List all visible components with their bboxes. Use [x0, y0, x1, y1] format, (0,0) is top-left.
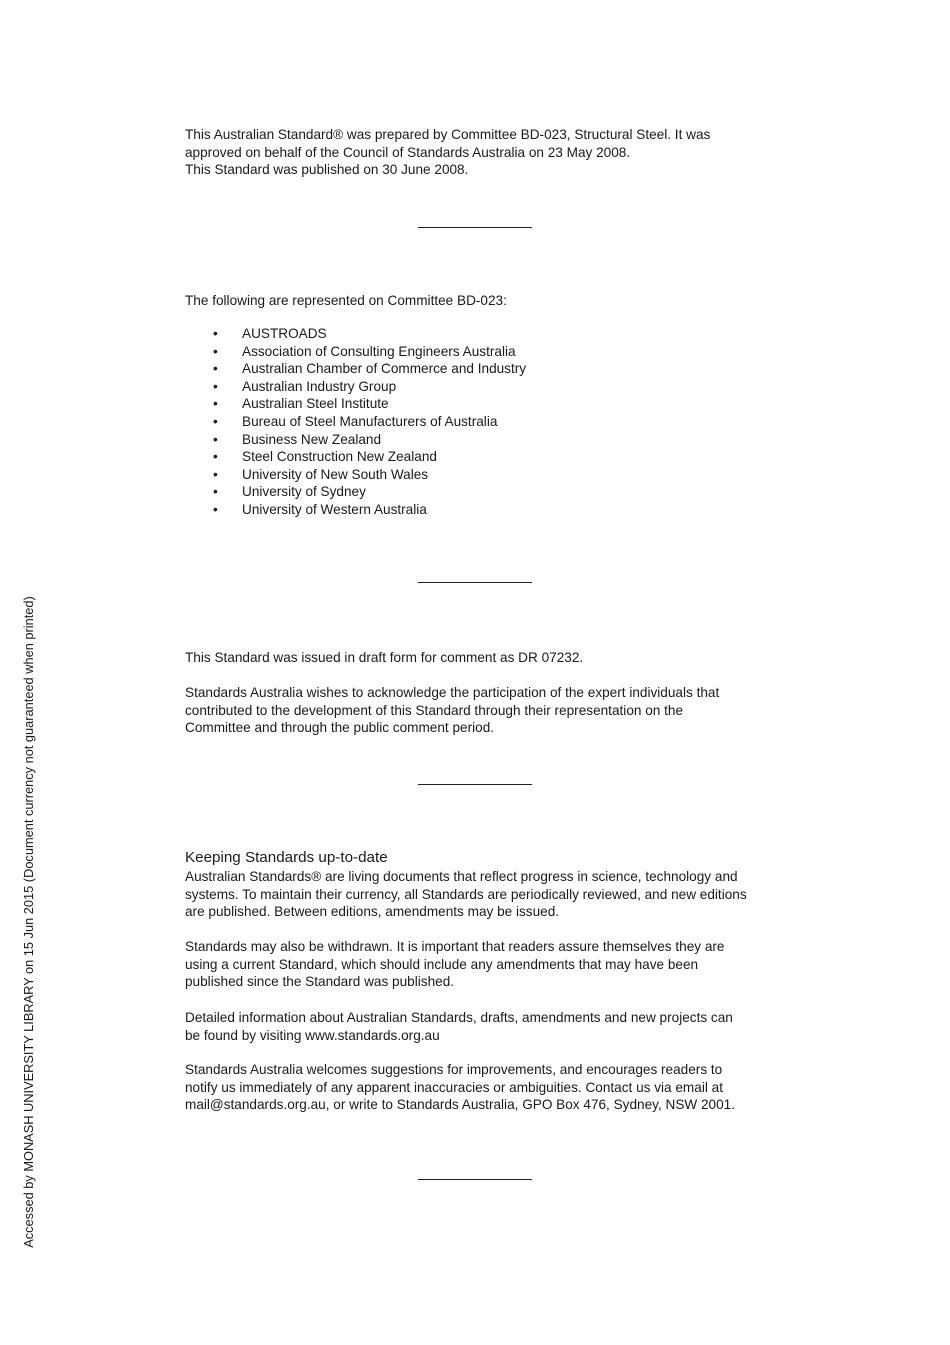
list-item [185, 343, 526, 361]
committee-intro: The following are represented on Committee BD-023: [185, 293, 507, 308]
list-item [185, 501, 526, 519]
bullet-icon: • [213, 449, 218, 465]
list-item [185, 448, 526, 466]
text-line: notify us immediately of any apparent inaccuracies or ambiguities. Contact us via email at [185, 1079, 723, 1095]
bullet-icon: • [213, 343, 218, 359]
bullet-icon: • [213, 378, 218, 394]
member-name: University of Sydney [242, 484, 366, 500]
bullet-icon: • [213, 396, 218, 412]
committee-member-list [185, 325, 526, 519]
section-divider [418, 784, 532, 785]
bullet-icon: • [213, 431, 218, 447]
text-line: Detailed information about Australian Standards, drafts, amendments and new projects can [185, 1010, 733, 1025]
text-line: Australian Standards® are living documents that reflect progress in science, technology and [185, 869, 738, 884]
bullet-icon: • [213, 466, 218, 482]
list-item [185, 413, 526, 431]
section-divider [418, 582, 532, 583]
text-line: Standards Australia welcomes suggestions for improvements, and encourages readers to [185, 1062, 723, 1077]
bullet-icon: • [213, 326, 218, 341]
access-watermark: Accessed by MONASH UNIVERSITY LIBRARY on 15 Jun 2015 (Document currency not guaranteed when printed) [21, 596, 36, 1248]
text-line: Standards Australia wishes to acknowledge the participation of the expert individuals that [185, 685, 720, 700]
member-name: Australian Industry Group [242, 378, 397, 394]
member-name: AUSTROADS [242, 326, 327, 341]
section-heading: Keeping Standards up-to-date [185, 849, 388, 866]
bullet-icon: • [213, 484, 218, 500]
text-line: are published. Between editions, amendments may be issued. [185, 904, 560, 920]
text-line: mail@standards.org.au, or write to Standards Australia, GPO Box 476, Sydney, NSW 2001. [185, 1097, 736, 1113]
member-name: University of New South Wales [242, 466, 429, 482]
member-name: University of Western Australia [242, 501, 427, 517]
text-line: This Standard was published on 30 June 2008. [185, 162, 469, 178]
list-item [185, 378, 526, 396]
text-line: systems. To maintain their currency, all Standards are periodically reviewed, and new editions [185, 886, 747, 902]
list-item [185, 360, 526, 378]
member-name: Association of Consulting Engineers Australia [242, 343, 516, 359]
list-item [185, 483, 526, 501]
bullet-icon: • [213, 361, 218, 377]
information-paragraph [185, 1009, 785, 1044]
text-line: published since the Standard was published. [185, 974, 455, 990]
text-line: This Australian Standard® was prepared by Committee BD-023, Structural Steel. It was [185, 127, 711, 142]
section-divider [418, 1179, 532, 1180]
withdrawal-paragraph [185, 938, 785, 991]
publication-statement [185, 126, 785, 179]
draft-statement: This Standard was issued in draft form for comment as DR 07232. [185, 650, 584, 665]
member-name: Steel Construction New Zealand [242, 449, 437, 465]
list-item [185, 466, 526, 484]
bullet-icon: • [213, 501, 218, 517]
living-documents-paragraph [185, 868, 785, 921]
member-name: Bureau of Steel Manufacturers of Australia [242, 413, 498, 429]
text-line: Committee and through the public comment period. [185, 720, 495, 736]
member-name: Australian Chamber of Commerce and Industry [242, 361, 527, 377]
member-name: Business New Zealand [242, 431, 382, 447]
acknowledgement-paragraph [185, 684, 785, 737]
bullet-icon: • [213, 413, 218, 429]
text-line: approved on behalf of the Council of Standards Australia on 23 May 2008. [185, 144, 631, 160]
section-divider [418, 227, 532, 228]
text-line: be found by visiting www.standards.org.au [185, 1027, 440, 1043]
member-name: Australian Steel Institute [242, 396, 389, 412]
list-item [185, 325, 526, 343]
text-line: contributed to the development of this Standard through their representation on the [185, 702, 684, 718]
list-item [185, 395, 526, 413]
text-line: using a current Standard, which should include any amendments that may have been [185, 956, 699, 972]
feedback-paragraph [185, 1061, 785, 1114]
text-line: Standards may also be withdrawn. It is important that readers assure themselves they are [185, 939, 725, 954]
list-item [185, 431, 526, 449]
